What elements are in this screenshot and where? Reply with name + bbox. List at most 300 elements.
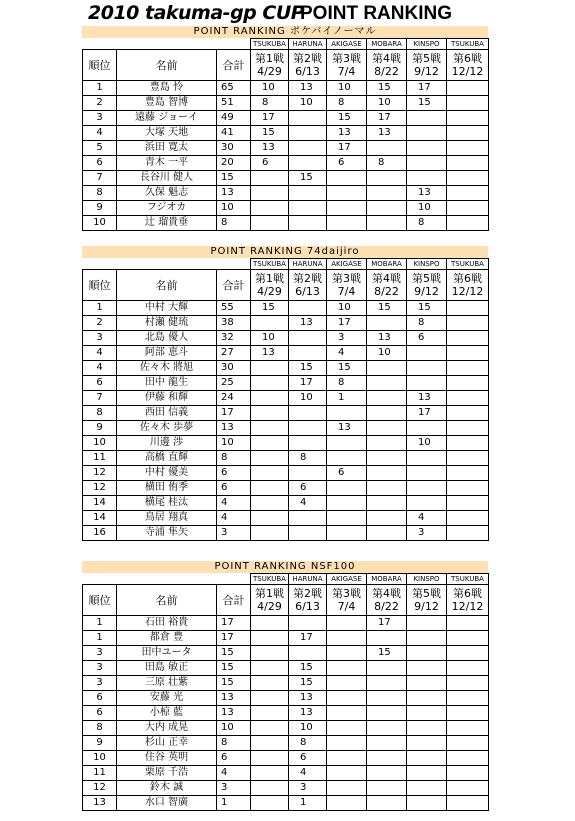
name-cell: 田中ユータ	[117, 646, 217, 661]
total-cell: 17	[217, 616, 251, 631]
name-cell: 伊藤 和輝	[117, 391, 217, 406]
round-points-cell	[447, 346, 489, 361]
round-points-cell: 13	[251, 141, 289, 156]
table-row	[83, 736, 489, 751]
blank-cell	[217, 39, 251, 50]
rank-cell: 3	[83, 676, 117, 691]
round-points-cell	[367, 751, 407, 766]
round-points-cell: 4	[289, 766, 327, 781]
venue-label: HARUNA	[289, 259, 327, 270]
header-round	[407, 585, 447, 616]
round-points-cell	[407, 466, 447, 481]
round-points-cell	[251, 361, 289, 376]
rank-cell: 3	[83, 646, 117, 661]
round-points-cell	[289, 216, 327, 231]
round-points-cell	[447, 126, 489, 141]
table-row	[83, 201, 489, 216]
round-date: 12/12	[451, 285, 484, 298]
round-points-cell	[367, 736, 407, 751]
round-points-cell	[251, 736, 289, 751]
total-cell: 13	[217, 691, 251, 706]
total-cell: 32	[217, 331, 251, 346]
round-points-cell	[407, 451, 447, 466]
round-points-cell: 10	[407, 201, 447, 216]
round-points-cell	[367, 676, 407, 691]
rank-cell: 6	[83, 156, 117, 171]
round-points-cell	[251, 781, 289, 796]
name-cell: 栗原 千浩	[117, 766, 217, 781]
total-cell: 51	[217, 96, 251, 111]
table-row	[83, 376, 489, 391]
name-cell: 高橋 直輝	[117, 451, 217, 466]
round-points-cell	[447, 661, 489, 676]
table-row	[83, 766, 489, 781]
round-points-cell	[367, 796, 407, 811]
round-points-cell	[367, 201, 407, 216]
rank-cell: 1	[83, 81, 117, 96]
total-cell: 30	[217, 361, 251, 376]
table-row	[83, 631, 489, 646]
round-points-cell: 3	[407, 526, 447, 541]
round-points-cell	[327, 691, 367, 706]
round-points-cell: 15	[407, 301, 447, 316]
round-points-cell	[251, 376, 289, 391]
round-points-cell	[407, 646, 447, 661]
round-points-cell: 8	[327, 376, 367, 391]
name-cell: 北島 優人	[117, 331, 217, 346]
rank-cell: 2	[83, 316, 117, 331]
round-points-cell	[367, 481, 407, 496]
round-points-cell	[407, 616, 447, 631]
rank-cell: 6	[83, 376, 117, 391]
round-points-cell	[289, 331, 327, 346]
header-round	[447, 50, 489, 81]
name-cell: 青木 一平	[117, 156, 217, 171]
round-points-cell	[367, 436, 407, 451]
table-row	[83, 331, 489, 346]
name-cell: 佐々木 將旭	[117, 361, 217, 376]
rank-cell: 6	[83, 706, 117, 721]
round-points-cell	[289, 526, 327, 541]
total-cell: 6	[217, 751, 251, 766]
blank-cell	[83, 39, 117, 50]
round-points-cell	[367, 361, 407, 376]
round-points-cell: 17	[251, 111, 289, 126]
name-cell: 水口 智廣	[117, 796, 217, 811]
round-points-cell	[447, 81, 489, 96]
round-points-cell	[327, 436, 367, 451]
round-label: 第3戦	[332, 587, 361, 600]
round-points-cell: 4	[327, 346, 367, 361]
header-round	[251, 50, 289, 81]
round-points-cell: 1	[289, 796, 327, 811]
name-cell: 佐々木 歩夢	[117, 421, 217, 436]
round-date: 6/13	[295, 65, 320, 78]
name-cell: 都倉 豊	[117, 631, 217, 646]
round-points-cell	[251, 466, 289, 481]
round-points-cell: 17	[289, 376, 327, 391]
header-round	[327, 270, 367, 301]
round-points-cell	[251, 496, 289, 511]
total-cell: 1	[217, 796, 251, 811]
rank-cell: 9	[83, 201, 117, 216]
header-row	[83, 50, 489, 81]
name-cell: 西田 信義	[117, 406, 217, 421]
table-row	[83, 421, 489, 436]
total-cell: 4	[217, 511, 251, 526]
section-title: POINT RANKING 74daijiro	[82, 246, 488, 258]
section-74daijiro	[82, 246, 488, 541]
total-cell: 17	[217, 406, 251, 421]
table-row	[83, 346, 489, 361]
table-row	[83, 171, 489, 186]
round-points-cell	[447, 201, 489, 216]
total-cell: 30	[217, 141, 251, 156]
blank-cell	[217, 574, 251, 585]
name-cell: 寺浦 隼矢	[117, 526, 217, 541]
venue-label: TSUKUBA	[251, 259, 289, 270]
round-points-cell	[327, 451, 367, 466]
header-round	[407, 50, 447, 81]
round-points-cell	[407, 156, 447, 171]
total-cell: 10	[217, 201, 251, 216]
header-round	[289, 585, 327, 616]
round-points-cell	[327, 481, 367, 496]
round-points-cell	[447, 481, 489, 496]
round-points-cell: 13	[407, 391, 447, 406]
round-points-cell	[251, 436, 289, 451]
total-cell: 8	[217, 736, 251, 751]
blank-cell	[117, 574, 217, 585]
table-row	[83, 316, 489, 331]
name-cell: 小椋 藍	[117, 706, 217, 721]
header-round	[367, 585, 407, 616]
venue-label: HARUNA	[289, 39, 327, 50]
name-cell: 住谷 英明	[117, 751, 217, 766]
round-points-cell	[447, 676, 489, 691]
round-points-cell	[447, 451, 489, 466]
round-points-cell: 1	[327, 391, 367, 406]
venue-label: TSUKUBA	[447, 259, 489, 270]
round-points-cell: 10	[367, 346, 407, 361]
round-points-cell	[289, 436, 327, 451]
blank-cell	[117, 39, 217, 50]
header-round	[407, 270, 447, 301]
name-cell: 三原 壮紫	[117, 676, 217, 691]
round-points-cell	[447, 376, 489, 391]
round-date: 4/29	[257, 285, 282, 298]
rank-cell: 14	[83, 511, 117, 526]
header-total: 合計	[217, 270, 251, 301]
total-cell: 65	[217, 81, 251, 96]
name-cell: 鈴木 誠	[117, 781, 217, 796]
round-points-cell	[447, 301, 489, 316]
round-points-cell	[407, 481, 447, 496]
rank-cell: 8	[83, 721, 117, 736]
round-points-cell	[447, 361, 489, 376]
rank-cell: 14	[83, 496, 117, 511]
table-row	[83, 301, 489, 316]
round-label: 第4戦	[372, 52, 401, 65]
round-points-cell	[251, 706, 289, 721]
round-points-cell	[327, 661, 367, 676]
total-cell: 20	[217, 156, 251, 171]
round-points-cell: 13	[327, 126, 367, 141]
round-points-cell	[289, 156, 327, 171]
round-points-cell: 13	[327, 421, 367, 436]
round-points-cell	[407, 631, 447, 646]
total-cell: 15	[217, 676, 251, 691]
round-points-cell	[289, 201, 327, 216]
round-points-cell	[289, 646, 327, 661]
round-points-cell	[447, 526, 489, 541]
total-cell: 13	[217, 706, 251, 721]
round-points-cell: 8	[289, 736, 327, 751]
round-points-cell	[327, 406, 367, 421]
venue-label: KINSPO	[407, 259, 447, 270]
round-points-cell	[447, 436, 489, 451]
table-row	[83, 436, 489, 451]
round-points-cell	[327, 676, 367, 691]
round-date: 8/22	[374, 65, 399, 78]
round-points-cell	[327, 721, 367, 736]
round-points-cell	[447, 781, 489, 796]
section-pokebike-normal	[82, 26, 488, 231]
venue-label: HARUNA	[289, 574, 327, 585]
name-cell: 豊島 怜	[117, 81, 217, 96]
header-round	[289, 270, 327, 301]
table-row	[83, 751, 489, 766]
rank-cell: 3	[83, 331, 117, 346]
round-points-cell	[251, 631, 289, 646]
round-points-cell	[367, 171, 407, 186]
rank-cell: 4	[83, 126, 117, 141]
round-points-cell: 13	[289, 316, 327, 331]
total-cell: 13	[217, 186, 251, 201]
ranking-title: POINT RANKING	[300, 3, 452, 24]
ranking-table	[82, 38, 489, 231]
section-title: POINT RANKING ポケバイノーマル	[82, 26, 488, 38]
round-points-cell	[367, 316, 407, 331]
header-round	[367, 270, 407, 301]
name-cell: 杉山 正幸	[117, 736, 217, 751]
round-points-cell	[289, 421, 327, 436]
total-cell: 8	[217, 216, 251, 231]
total-cell: 27	[217, 346, 251, 361]
table-row	[83, 81, 489, 96]
blank-cell	[217, 259, 251, 270]
blank-cell	[83, 259, 117, 270]
round-points-cell	[327, 646, 367, 661]
round-points-cell	[289, 126, 327, 141]
name-cell: 久保 魁志	[117, 186, 217, 201]
round-label: 第5戦	[412, 587, 441, 600]
round-points-cell	[447, 721, 489, 736]
round-points-cell: 6	[289, 751, 327, 766]
header-total: 合計	[217, 585, 251, 616]
round-date: 4/29	[257, 600, 282, 613]
round-date: 8/22	[374, 600, 399, 613]
round-points-cell: 15	[367, 646, 407, 661]
round-points-cell	[251, 451, 289, 466]
round-points-cell	[251, 676, 289, 691]
name-cell: 川邊 渉	[117, 436, 217, 451]
rank-cell: 11	[83, 451, 117, 466]
round-points-cell: 13	[289, 81, 327, 96]
round-points-cell	[447, 391, 489, 406]
rank-cell: 2	[83, 96, 117, 111]
table-row	[83, 796, 489, 811]
round-points-cell	[367, 721, 407, 736]
round-points-cell	[367, 141, 407, 156]
name-cell: 浜田 寛太	[117, 141, 217, 156]
round-points-cell: 13	[289, 691, 327, 706]
name-cell: 安藤 光	[117, 691, 217, 706]
header-round	[327, 585, 367, 616]
round-points-cell	[327, 706, 367, 721]
round-points-cell	[289, 186, 327, 201]
round-points-cell	[447, 186, 489, 201]
round-points-cell	[447, 766, 489, 781]
round-label: 第6戦	[453, 52, 482, 65]
header-round	[251, 270, 289, 301]
round-points-cell	[367, 466, 407, 481]
round-label: 第4戦	[372, 272, 401, 285]
round-points-cell: 17	[407, 406, 447, 421]
section-title: POINT RANKING NSF100	[82, 561, 488, 573]
table-row	[83, 511, 489, 526]
round-points-cell	[367, 661, 407, 676]
round-label: 第4戦	[372, 587, 401, 600]
round-points-cell	[367, 631, 407, 646]
round-points-cell	[367, 511, 407, 526]
round-points-cell	[367, 216, 407, 231]
round-date: 7/4	[337, 600, 356, 613]
total-cell: 3	[217, 526, 251, 541]
round-points-cell: 10	[327, 81, 367, 96]
round-label: 第6戦	[453, 587, 482, 600]
round-points-cell: 3	[327, 331, 367, 346]
total-cell: 38	[217, 316, 251, 331]
venue-label: KINSPO	[407, 574, 447, 585]
round-date: 9/12	[414, 600, 439, 613]
total-cell: 15	[217, 661, 251, 676]
round-points-cell	[251, 646, 289, 661]
rank-cell: 5	[83, 141, 117, 156]
round-points-cell	[447, 406, 489, 421]
venue-label: TSUKUBA	[447, 39, 489, 50]
round-points-cell	[327, 766, 367, 781]
name-cell: 石田 裕貴	[117, 616, 217, 631]
table-row	[83, 361, 489, 376]
rank-cell: 13	[83, 796, 117, 811]
rank-cell: 10	[83, 751, 117, 766]
header-rank: 順位	[83, 585, 117, 616]
rank-cell: 9	[83, 736, 117, 751]
name-cell: 鳥居 翔真	[117, 511, 217, 526]
round-label: 第2戦	[293, 587, 322, 600]
round-points-cell	[327, 526, 367, 541]
round-points-cell: 15	[289, 171, 327, 186]
round-points-cell	[407, 361, 447, 376]
round-points-cell: 13	[251, 346, 289, 361]
round-points-cell	[447, 316, 489, 331]
rank-cell: 16	[83, 526, 117, 541]
venue-label: KINSPO	[407, 39, 447, 50]
round-points-cell	[251, 751, 289, 766]
round-points-cell	[251, 421, 289, 436]
round-points-cell	[367, 391, 407, 406]
round-points-cell	[407, 171, 447, 186]
round-date: 6/13	[295, 285, 320, 298]
round-points-cell	[327, 781, 367, 796]
venue-row	[83, 259, 489, 270]
round-points-cell	[447, 511, 489, 526]
name-cell: 辻 瑠貴垂	[117, 216, 217, 231]
round-label: 第2戦	[293, 52, 322, 65]
header-round	[327, 50, 367, 81]
table-row	[83, 526, 489, 541]
rank-cell: 9	[83, 421, 117, 436]
round-points-cell	[251, 216, 289, 231]
round-points-cell	[407, 691, 447, 706]
total-cell: 6	[217, 481, 251, 496]
rank-cell: 10	[83, 436, 117, 451]
rank-cell: 7	[83, 391, 117, 406]
table-row	[83, 781, 489, 796]
name-cell: 田中 龍生	[117, 376, 217, 391]
round-points-cell	[447, 141, 489, 156]
round-points-cell	[289, 406, 327, 421]
venue-label: AKIGASE	[327, 259, 367, 270]
round-date: 12/12	[451, 65, 484, 78]
round-points-cell	[447, 156, 489, 171]
round-points-cell: 8	[289, 451, 327, 466]
round-points-cell: 13	[289, 706, 327, 721]
round-points-cell	[251, 766, 289, 781]
total-cell: 3	[217, 781, 251, 796]
round-label: 第2戦	[293, 272, 322, 285]
round-points-cell: 15	[407, 96, 447, 111]
name-cell: 中村 優美	[117, 466, 217, 481]
name-cell: 長谷川 健人	[117, 171, 217, 186]
round-points-cell: 17	[367, 616, 407, 631]
round-date: 8/22	[374, 285, 399, 298]
table-row	[83, 661, 489, 676]
round-points-cell	[289, 111, 327, 126]
round-points-cell	[327, 216, 367, 231]
total-cell: 41	[217, 126, 251, 141]
name-cell: 横尾 桂汰	[117, 496, 217, 511]
header-round	[251, 585, 289, 616]
venue-label: MOBARA	[367, 574, 407, 585]
round-label: 第1戦	[255, 52, 284, 65]
round-points-cell	[447, 111, 489, 126]
round-points-cell	[251, 796, 289, 811]
round-points-cell	[251, 316, 289, 331]
round-points-cell	[447, 421, 489, 436]
round-points-cell	[289, 141, 327, 156]
round-points-cell: 10	[327, 301, 367, 316]
header-row	[83, 585, 489, 616]
round-points-cell	[447, 736, 489, 751]
total-cell: 49	[217, 111, 251, 126]
round-points-cell: 6	[251, 156, 289, 171]
venue-row	[83, 574, 489, 585]
round-points-cell: 8	[327, 96, 367, 111]
total-cell: 8	[217, 451, 251, 466]
name-cell: 豊島 智博	[117, 96, 217, 111]
